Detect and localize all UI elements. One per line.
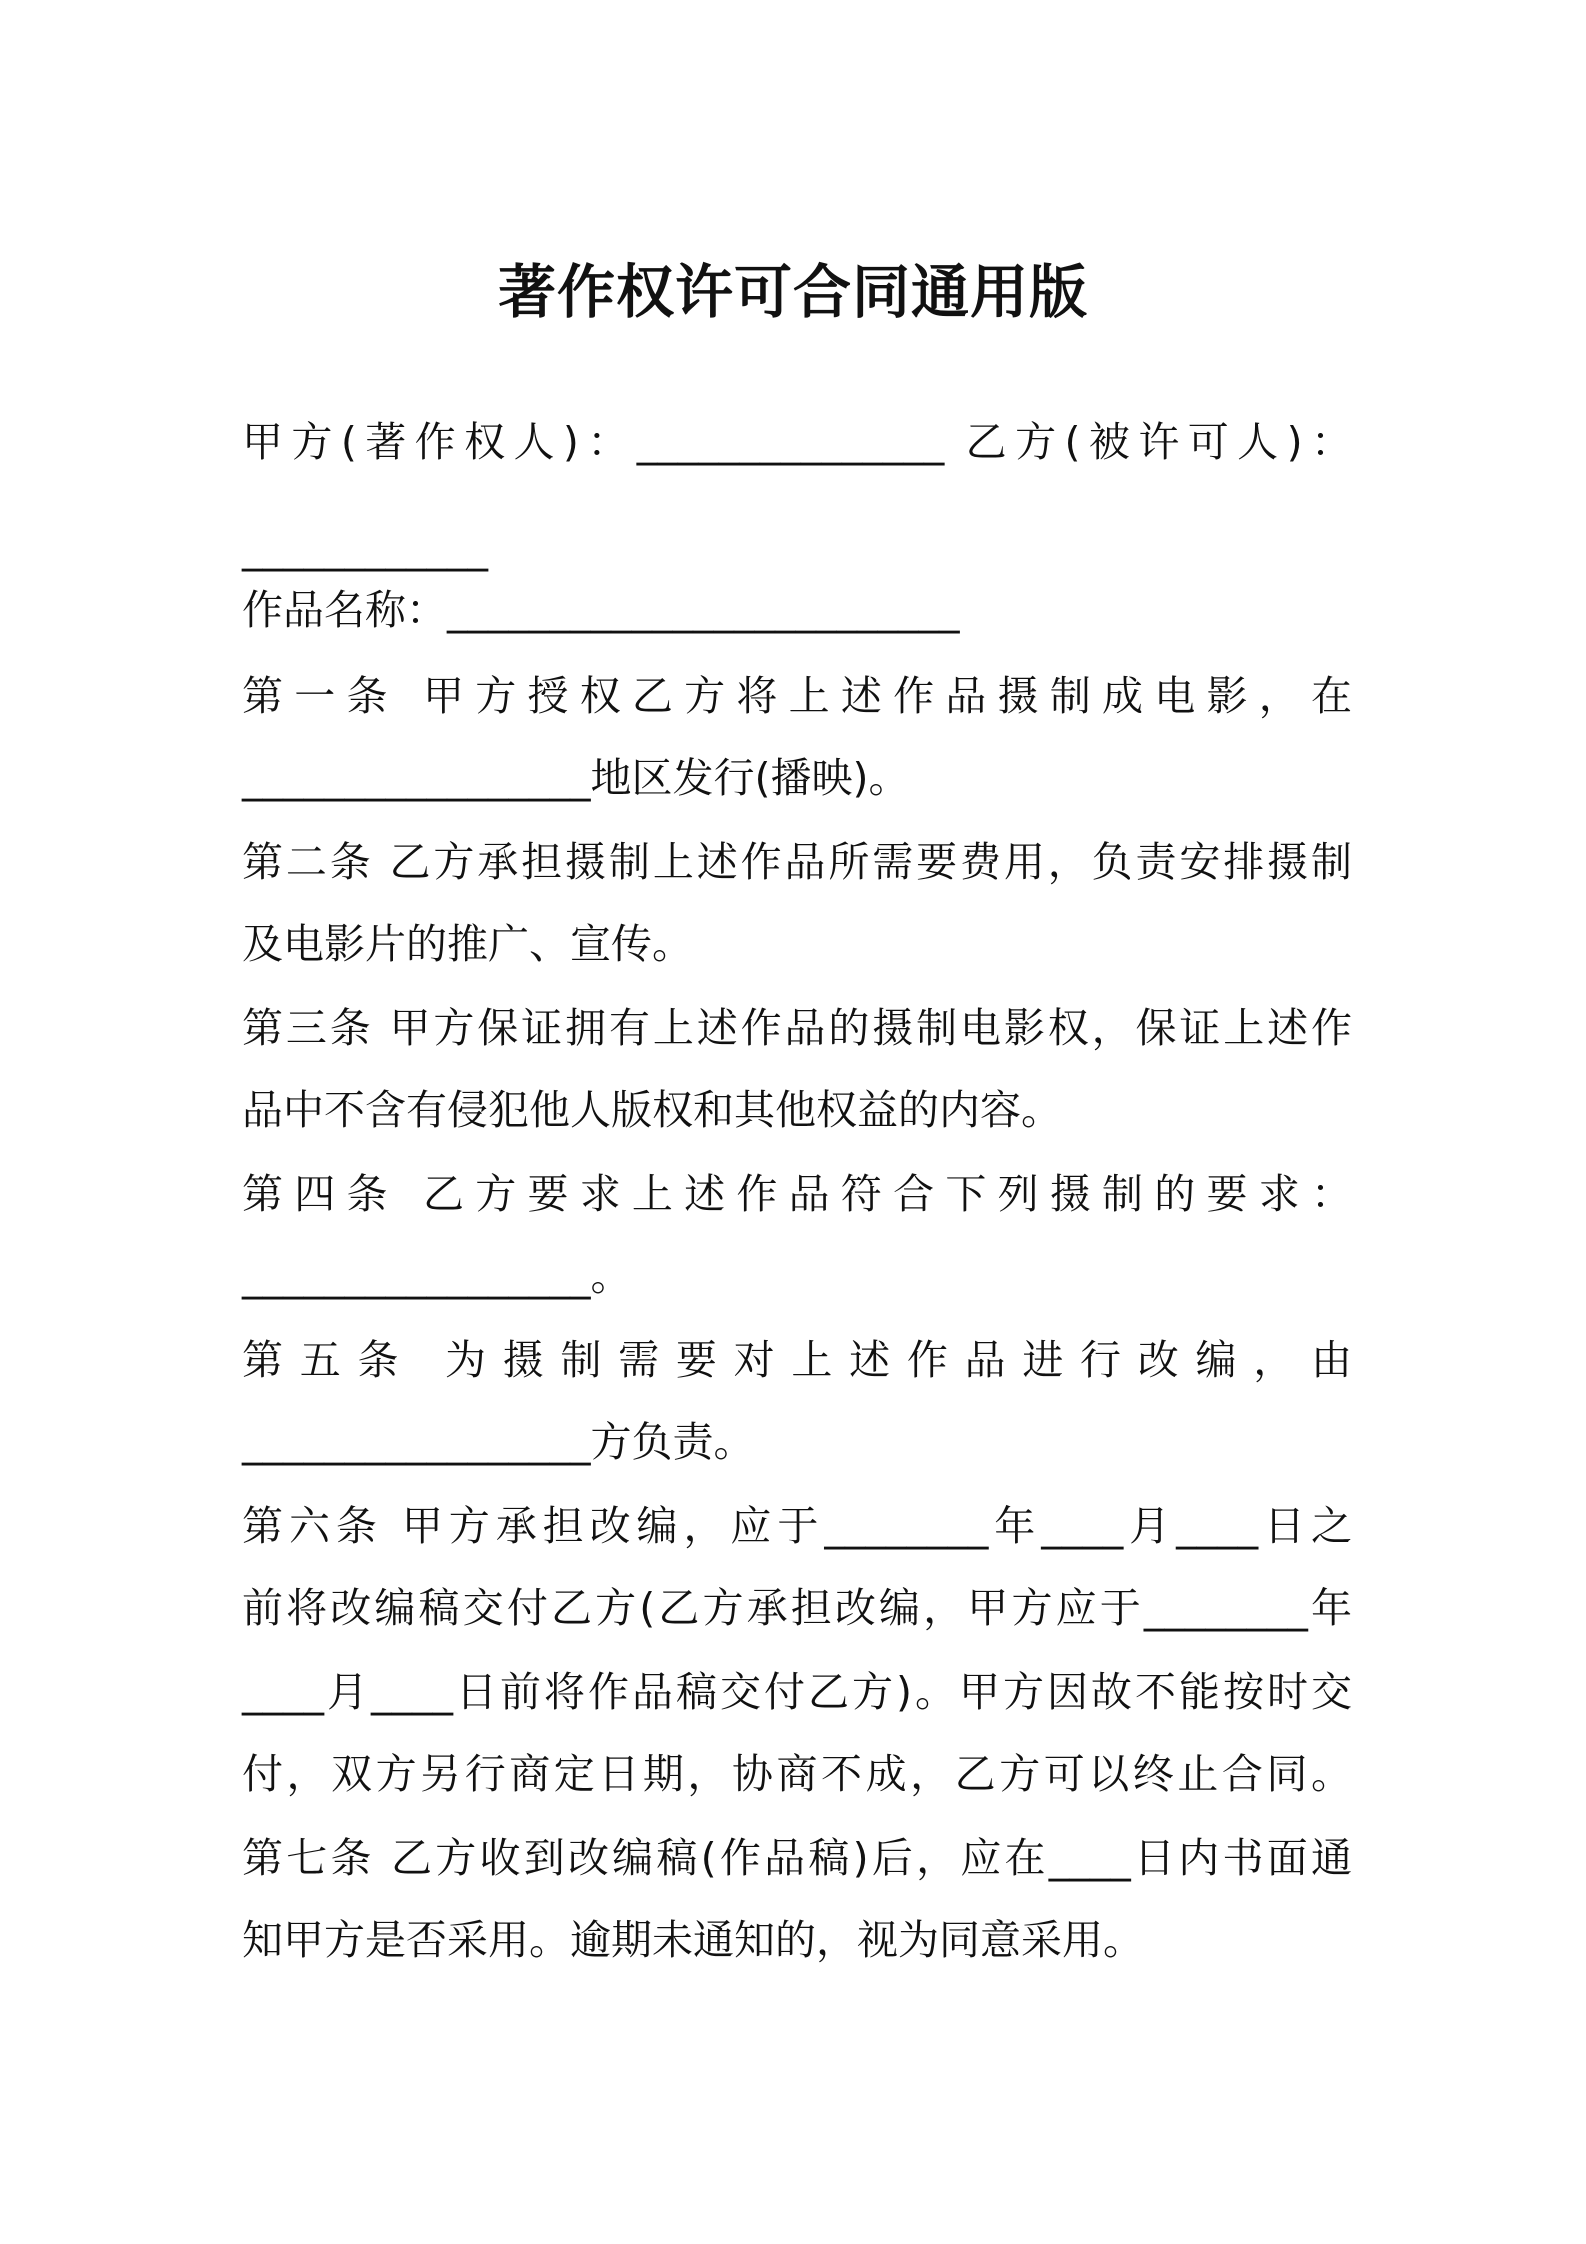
document-title: 著作权许可合同通用版	[497, 258, 1088, 326]
party-line: 甲方(著作权人)：_______________ 乙方(被许可人)：	[242, 418, 1352, 466]
article-6-line-2: 前将改编稿交付乙方(乙方承担改编，甲方应于________年	[242, 1584, 1352, 1632]
article-6-line-3: ____月____日前将作品稿交付乙方)。甲方因故不能按时交	[242, 1668, 1352, 1716]
article-1-line-2: _________________地区发行(播映)。	[242, 754, 910, 802]
article-2-line-2: 及电影片的推广、宣传。	[242, 920, 693, 968]
article-4-line-2: _________________。	[242, 1252, 632, 1300]
party-b-blank: ____________	[242, 524, 488, 572]
article-1-line-1: 第一条 甲方授权乙方将上述作品摄制成电影，在	[242, 672, 1352, 720]
article-4-line-1: 第四条 乙方要求上述作品符合下列摄制的要求：	[242, 1170, 1352, 1218]
article-2-line-1: 第二条 乙方承担摄制上述作品所需要费用，负责安排摄制	[242, 838, 1352, 886]
work-name-line: 作品名称：_________________________	[242, 586, 960, 634]
article-3-line-2: 品中不含有侵犯他人版权和其他权益的内容。	[242, 1086, 1062, 1134]
article-7-line-1: 第七条 乙方收到改编稿(作品稿)后，应在____日内书面通	[242, 1834, 1352, 1882]
article-6-line-1: 第六条 甲方承担改编，应于________年____月____日之	[242, 1502, 1352, 1550]
article-3-line-1: 第三条 甲方保证拥有上述作品的摄制电影权，保证上述作	[242, 1004, 1352, 1052]
article-7-line-2: 知甲方是否采用。逾期未通知的，视为同意采用。	[242, 1916, 1144, 1964]
article-6-line-4: 付，双方另行商定日期，协商不成，乙方可以终止合同。	[242, 1750, 1352, 1798]
article-5-line-1: 第五条 为摄制需要对上述作品进行改编，由	[242, 1336, 1352, 1384]
article-5-line-2: _________________方负责。	[242, 1418, 755, 1466]
